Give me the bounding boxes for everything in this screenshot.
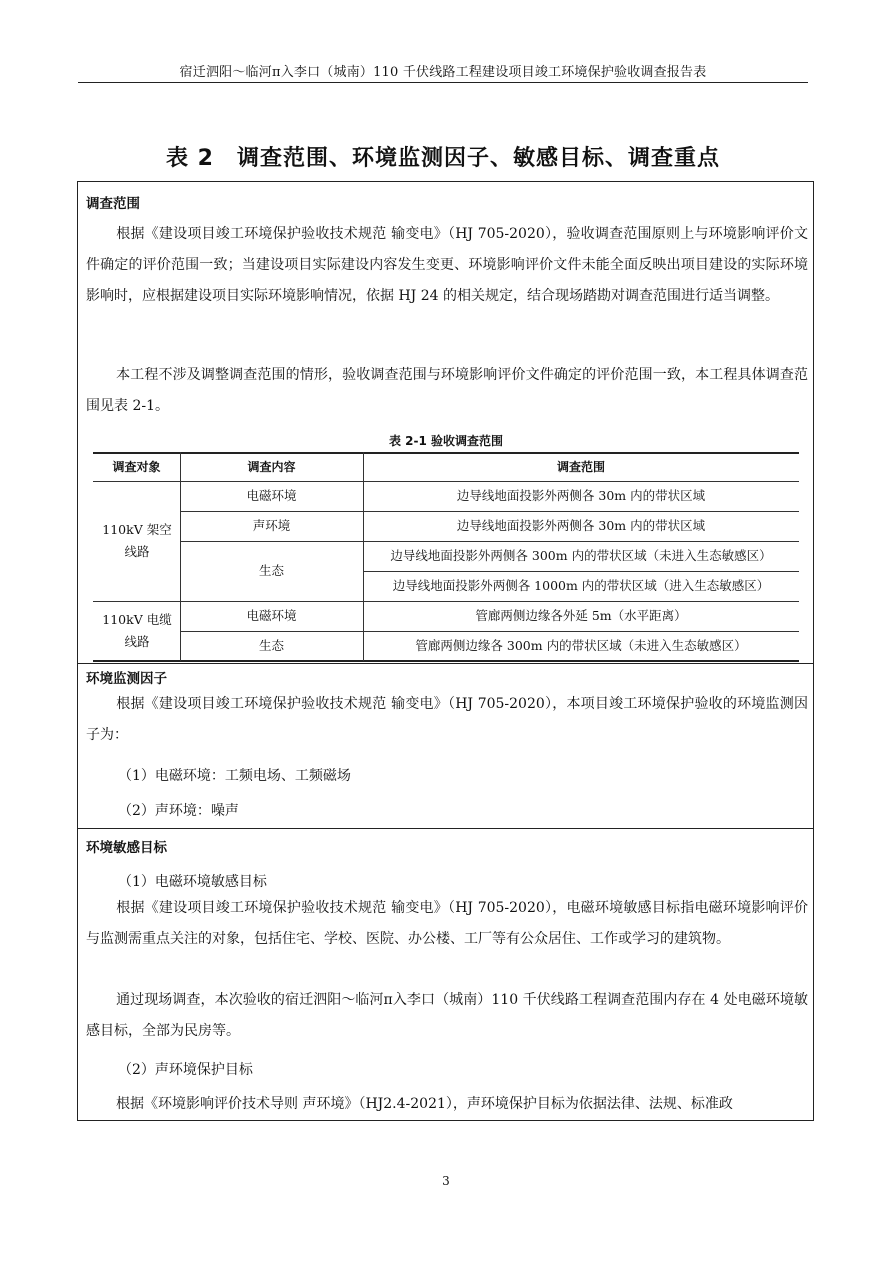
table-cell-content: 生态 bbox=[258, 563, 284, 578]
table-cell-overhead-line: 110kV 架空线路 bbox=[102, 522, 172, 559]
sensitive-paragraph-1: 根据《建设项目竣工环境保护验收技术规范 输变电》（HJ 705-2020），电磁环境敏感目标指电磁环境影响评价与监测需重点关注的对象，包括住宅、学校、医院、办公楼、工厂等有公众居住、工作或学习的建筑物。 bbox=[86, 900, 808, 947]
table-cell-scope: 边导线地面投影外两侧各 1000m 内的带状区域（进入生态敏感区） bbox=[392, 578, 770, 593]
table-cell-scope: 管廊两侧边缘各外延 5m（水平距离） bbox=[475, 608, 687, 623]
table-cell-scope: 边导线地面投影外两侧各 300m 内的带状区域（未进入生态敏感区） bbox=[390, 548, 772, 563]
running-header: 宿迁泗阳～临河π入李口（城南）110 千伏线路工程建设项目竣工环境保护验收调查报告表 bbox=[179, 65, 707, 80]
table-bottom-rule bbox=[93, 660, 799, 662]
table-header-scope: 调查范围 bbox=[556, 460, 605, 474]
survey-scope-heading: 调查范围 bbox=[86, 196, 140, 212]
table-header-content: 调查内容 bbox=[247, 460, 296, 474]
survey-scope-paragraph-2: 本工程不涉及调整调查范围的情形，验收调查范围与环境影响评价文件确定的评价范围一致，本工程具体调查范围见表 2-1。 bbox=[86, 367, 808, 414]
monitoring-item-noise: （2）声环境：噪声 bbox=[118, 803, 239, 819]
document-title: 表 2 调查范围、环境监测因子、敏感目标、调查重点 bbox=[166, 146, 720, 171]
table-cell-content: 电磁环境 bbox=[246, 488, 297, 503]
table-cell-cable-line: 110kV 电缆线路 bbox=[102, 612, 172, 649]
table-cell-scope: 管廊两侧边缘各 300m 内的带状区域（未进入生态敏感区） bbox=[415, 637, 747, 653]
table-cell-content: 声环境 bbox=[252, 518, 291, 533]
monitoring-heading: 环境监测因子 bbox=[86, 671, 167, 687]
survey-scope-table bbox=[93, 452, 799, 661]
monitoring-paragraph: 根据《建设项目竣工环境保护验收技术规范 输变电》（HJ 705-2020），本项目竣工环境保护验收的环境监测因子为： bbox=[86, 696, 808, 743]
table-cell-content: 电磁环境 bbox=[246, 608, 297, 623]
sensitive-paragraph-3: 根据《环境影响评价技术导则 声环境》（HJ2.4-2021），声环境保护目标为依据法律、法规、标准政 bbox=[116, 1096, 733, 1112]
table-caption: 表 2-1 验收调查范围 bbox=[388, 434, 504, 448]
section-divider bbox=[77, 663, 814, 664]
sensitive-targets-heading: 环境敏感目标 bbox=[86, 840, 167, 856]
table-cell-scope: 边导线地面投影外两侧各 30m 内的带状区域 bbox=[456, 518, 706, 533]
table-cell-content: 生态 bbox=[258, 637, 284, 653]
survey-scope-paragraph-1: 根据《建设项目竣工环境保护验收技术规范 输变电》（HJ 705-2020），验收调查范围原则上与环境影响评价文件确定的评价范围一致；当建设项目实际建设内容发生变更、环境影响评价文件未能全面反映出项目建设的实际环境影响时，应根据建设项目实际环境影响情况，依据 HJ 24 的相关规定，结合现场踏勘对调查范围进行适当调整。 bbox=[86, 226, 808, 304]
monitoring-item-electromagnetic: （1）电磁环境：工频电场、工频磁场 bbox=[118, 768, 351, 784]
header-rule bbox=[78, 82, 808, 83]
sensitive-subheading-electromagnetic: （1）电磁环境敏感目标 bbox=[118, 874, 267, 890]
sensitive-subheading-noise: （2）声环境保护目标 bbox=[118, 1062, 253, 1078]
table-cell-scope: 边导线地面投影外两侧各 30m 内的带状区域 bbox=[456, 488, 706, 503]
page-number: 3 bbox=[442, 1174, 450, 1188]
table-header-object: 调查对象 bbox=[112, 460, 161, 474]
section-divider bbox=[77, 828, 814, 829]
sensitive-paragraph-2: 通过现场调查，本次验收的宿迁泗阳～临河π入李口（城南）110 千伏线路工程调查范围内存在 4 处电磁环境敏感目标，全部为民房等。 bbox=[86, 992, 808, 1039]
